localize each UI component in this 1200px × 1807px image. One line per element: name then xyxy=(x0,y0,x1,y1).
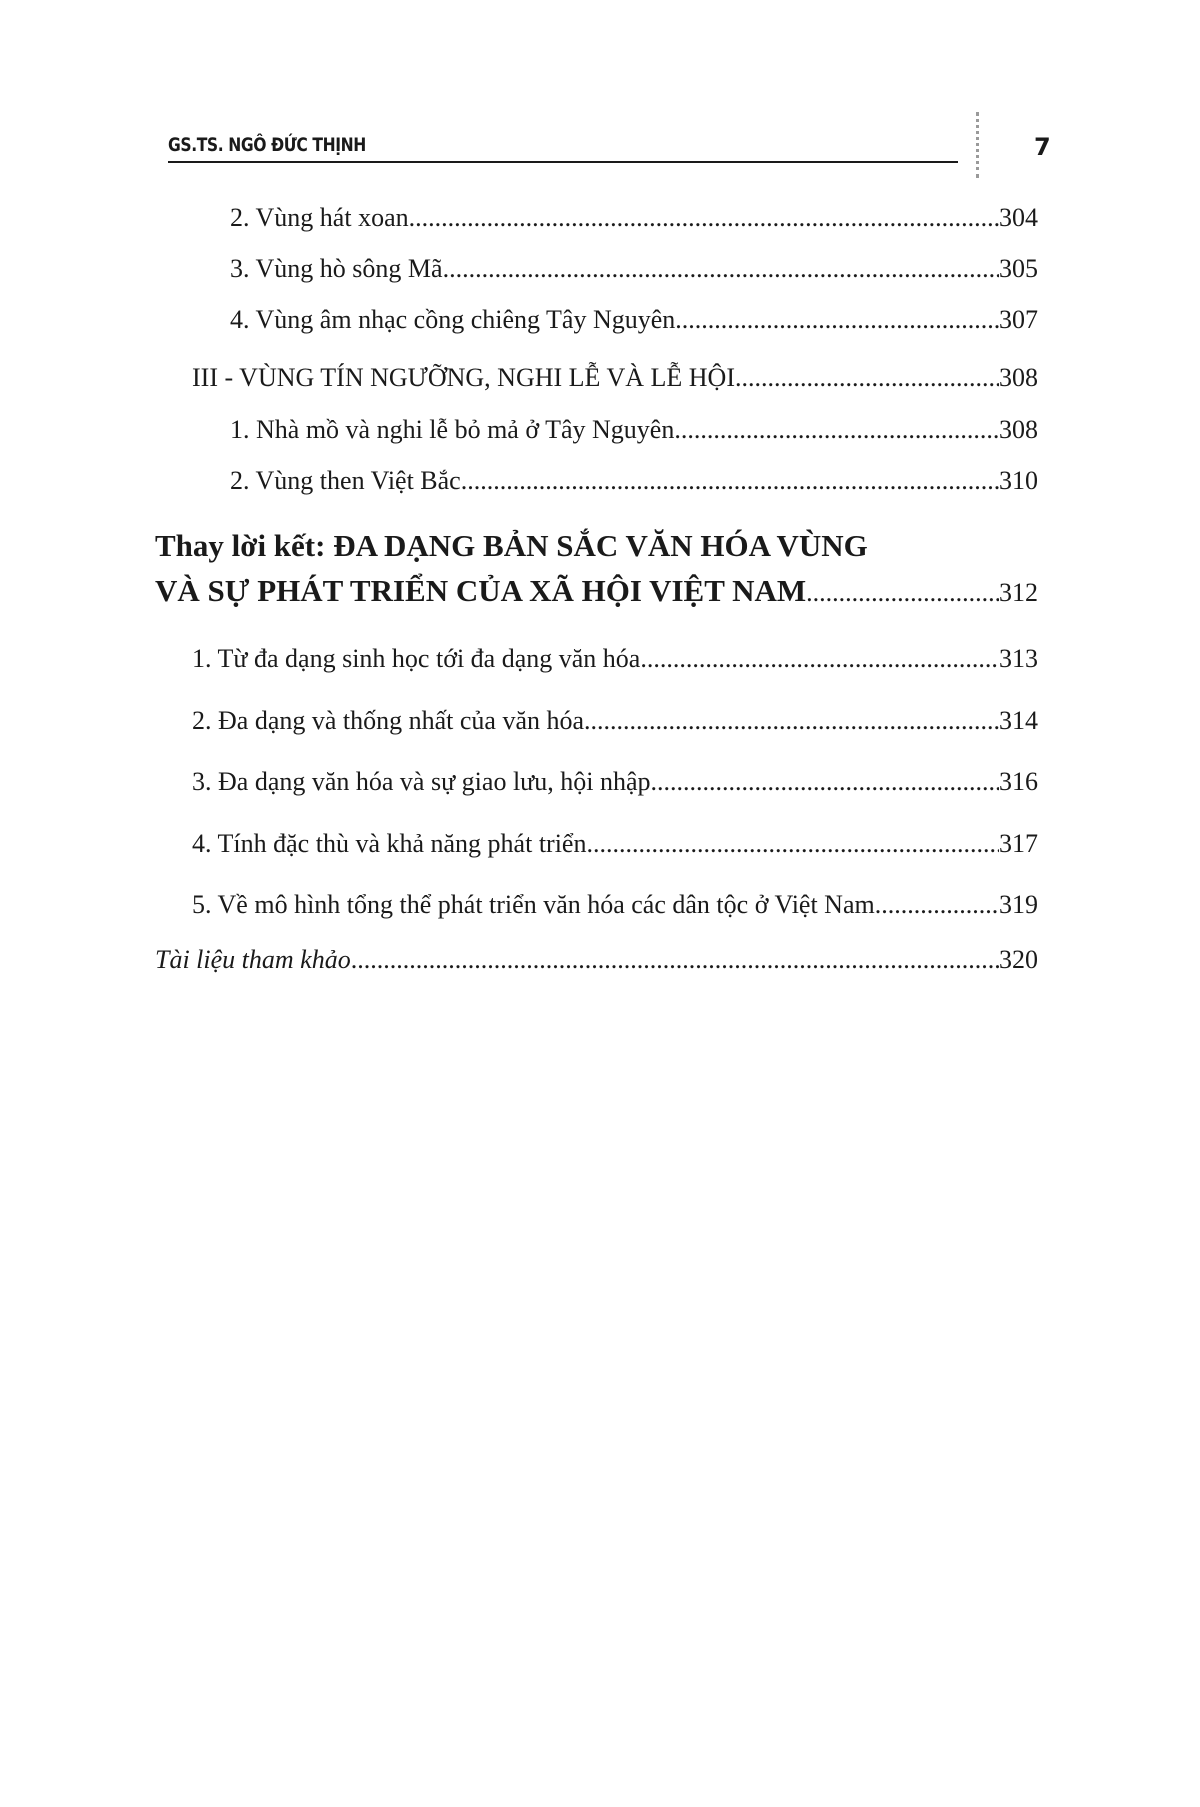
toc-entry-title: Tài liệu tham khảo xyxy=(155,945,351,974)
toc-leader-dots xyxy=(351,944,999,975)
toc-entry-title: 1. Nhà mồ và nghi lễ bỏ mả ở Tây Nguyên xyxy=(230,415,675,444)
chapter-title-text: VÀ SỰ PHÁT TRIỂN CỦA XÃ HỘI VIỆT NAM xyxy=(155,573,807,608)
toc-entry-title: 2. Đa dạng và thống nhất của văn hóa xyxy=(192,706,585,735)
header-rule xyxy=(168,161,958,163)
toc-entry-page: 317 xyxy=(999,829,1038,858)
toc-entry-title: 2. Vùng then Việt Bắc xyxy=(230,466,461,495)
chapter-page: 312 xyxy=(999,578,1038,607)
toc-section-tin-nguong xyxy=(192,362,1038,393)
toc-entry-title: 1. Từ đa dạng sinh học tới đa dạng văn hóa xyxy=(192,644,641,673)
toc-leader-dots xyxy=(806,578,999,608)
toc-entry-page: 313 xyxy=(999,644,1038,673)
toc-leader-dots xyxy=(674,414,999,445)
toc-entry-mo-hinh xyxy=(192,889,1038,920)
toc-entry-title: 4. Tính đặc thù và khả năng phát triển xyxy=(192,829,587,858)
toc-entry-page: 305 xyxy=(999,254,1038,283)
toc-entry-then-viet-bac xyxy=(230,465,1038,496)
toc-leader-dots xyxy=(584,705,999,736)
toc-entry-title: III - VÙNG TÍN NGƯỠNG, NGHI LỄ VÀ LỄ HỘI xyxy=(192,363,735,392)
toc-entry-ho-song-ma xyxy=(230,253,1038,284)
chapter-title-line1: Thay lời kết: ĐA DẠNG BẢN SẮC VĂN HÓA VÙNG xyxy=(155,528,868,563)
toc-entry-title: 3. Đa dạng văn hóa và sự giao lưu, hội nhập xyxy=(192,767,651,796)
toc-entry-hat-xoan xyxy=(230,202,1038,233)
toc-entry-thong-nhat xyxy=(192,705,1038,736)
toc-leader-dots xyxy=(586,828,999,859)
running-header xyxy=(168,134,958,162)
toc-entry-dac-thu xyxy=(192,828,1038,859)
toc-leader-dots xyxy=(875,889,999,920)
toc-entry-references xyxy=(155,944,1038,975)
toc-entry-page: 308 xyxy=(999,363,1038,392)
toc-leader-dots xyxy=(461,465,999,496)
toc-entry-title: 3. Vùng hò sông Mã xyxy=(230,254,443,283)
toc-entry-page: 316 xyxy=(999,767,1038,796)
toc-entry-title: 4. Vùng âm nhạc cồng chiêng Tây Nguyên xyxy=(230,305,676,334)
toc-leader-dots xyxy=(409,202,999,233)
toc-entry-da-dang-sinh-hoc xyxy=(192,643,1038,674)
toc-leader-dots xyxy=(735,362,999,393)
toc-leader-dots xyxy=(675,304,999,335)
toc-leader-dots xyxy=(651,766,999,797)
toc-entry-nha-mo xyxy=(230,414,1038,445)
chapter-title-line2 xyxy=(155,573,1038,609)
margin-divider xyxy=(976,112,979,178)
toc-entry-page: 314 xyxy=(999,706,1038,735)
toc-entry-page: 304 xyxy=(999,203,1038,232)
toc-entry-title: 5. Về mô hình tổng thể phát triển văn hóa các dân tộc ở Việt Nam xyxy=(192,890,875,919)
toc-entry-page: 310 xyxy=(999,466,1038,495)
page-number: 7 xyxy=(1034,133,1051,161)
toc-entry-title: 2. Vùng hát xoan xyxy=(230,203,409,232)
toc-entry-page: 307 xyxy=(999,305,1038,334)
toc-entry-cong-chieng xyxy=(230,304,1038,335)
toc-leader-dots xyxy=(443,253,999,284)
toc-leader-dots xyxy=(640,643,999,674)
header-author: GS.TS. NGÔ ĐỨC THỊNH xyxy=(168,134,366,156)
toc-entry-page: 320 xyxy=(999,945,1038,974)
toc-entry-giao-luu xyxy=(192,766,1038,797)
toc-entry-page: 308 xyxy=(999,415,1038,444)
toc-entry-page: 319 xyxy=(999,890,1038,919)
